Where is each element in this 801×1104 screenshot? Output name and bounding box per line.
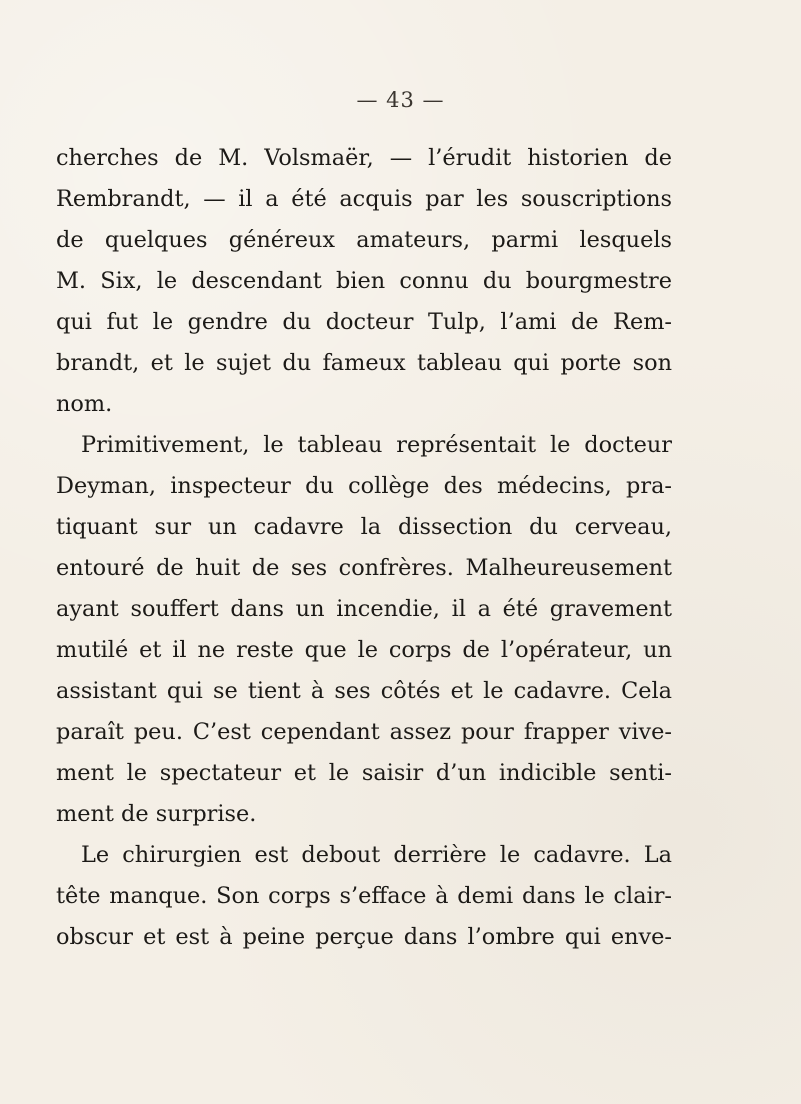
- page-number: — 43 —: [356, 88, 445, 112]
- text-line: nom.: [56, 391, 113, 417]
- text-line: Primitivement, le tableau représentait le docteur: [81, 432, 672, 458]
- text-line: Rembrandt, — il a été acquis par les souscriptions: [56, 186, 672, 212]
- text-line: Le chirurgien est debout derrière le cadavre. La: [81, 842, 672, 868]
- text-line: de quelques généreux amateurs, parmi lesquels: [56, 227, 672, 253]
- text-line: brandt, et le sujet du fameux tableau qui porte son: [56, 350, 672, 376]
- text-line: ayant souffert dans un incendie, il a été gravement: [56, 596, 672, 622]
- text-line: entouré de huit de ses confrères. Malheureusement: [56, 555, 672, 581]
- text-line: ment de surprise.: [56, 801, 257, 827]
- text-line: obscur et est à peine perçue dans l’ombre qui enve-: [56, 924, 672, 950]
- body-text: [56, 138, 672, 958]
- text-line: tête manque. Son corps s’efface à demi dans le clair-: [56, 883, 672, 909]
- text-line: M. Six, le descendant bien connu du bourgmestre: [56, 268, 672, 294]
- text-line: mutilé et il ne reste que le corps de l’opérateur, un: [56, 637, 672, 663]
- text-line: Deyman, inspecteur du collège des médecins, pra-: [56, 473, 672, 499]
- text-line: cherches de M. Volsmaër, — l’érudit historien de: [56, 145, 672, 171]
- text-line: tiquant sur un cadavre la dissection du cerveau,: [56, 514, 672, 540]
- text-line: paraît peu. C’est cependant assez pour frapper vive-: [56, 719, 672, 745]
- text-line: qui fut le gendre du docteur Tulp, l’ami de Rem-: [56, 309, 672, 335]
- text-line: ment le spectateur et le saisir d’un indicible senti-: [56, 760, 672, 786]
- text-line: assistant qui se tient à ses côtés et le cadavre. Cela: [56, 678, 672, 704]
